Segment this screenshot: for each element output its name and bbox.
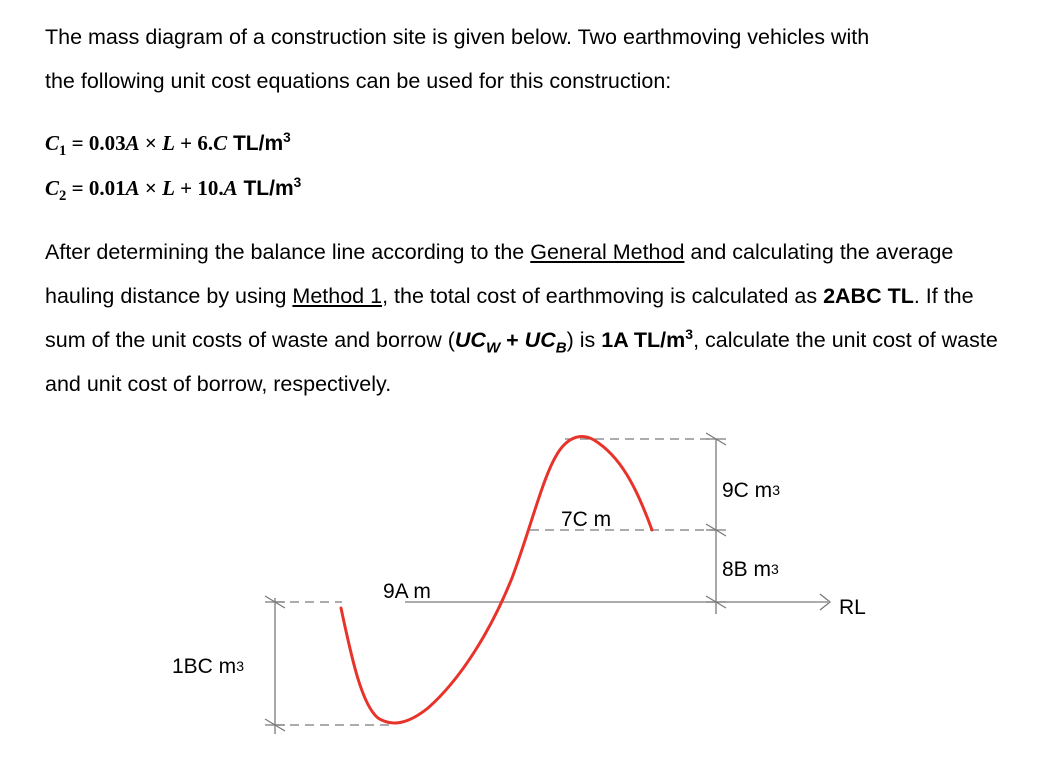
eq2-times: × (139, 176, 163, 200)
intro-line-2: the following unit cost equations can be used for this construction: (45, 69, 672, 93)
eq1-var: C (45, 131, 60, 155)
eq2-sub: 2 (59, 188, 67, 205)
eq1-last: C (213, 131, 228, 155)
label-9c-m3: 9C m3 (722, 479, 780, 502)
eq2-a: A (125, 176, 140, 200)
eq2-l: L (162, 176, 175, 200)
unit-cost-sum-value: 1A $TL/m^3$ (601, 325, 694, 352)
eq1-coef: = 0.03 (66, 131, 126, 155)
label-1bc-m3: 1BC m3 (172, 655, 244, 678)
total-cost-value: 2ABC TL (823, 284, 914, 308)
label-7c-m: 7C m (561, 508, 612, 531)
eq1-l: L (162, 131, 175, 155)
label-9a-m: 9A m (383, 580, 431, 603)
label-rl: RL (839, 596, 866, 619)
eq1-unit: $TL/m^3$ (227, 130, 291, 155)
eq1-sub: 1 (59, 143, 67, 160)
eq2-var: C (45, 176, 60, 200)
eq1-times: × (139, 131, 163, 155)
eq1-plus: + 6. (174, 131, 214, 155)
eq2-last: A (223, 176, 238, 200)
eq2-coef: = 0.01 (66, 176, 126, 200)
eq2-plus: + 10. (174, 176, 224, 200)
intro-line-1: The mass diagram of a construction site is given below. Two earthmoving vehicles with (45, 25, 870, 49)
question-text: After determining the balance line according to the General Method and calculating the average hauling distance by using Method 1, the total cost of earthmoving is calculated as 2ABC TL. If the sum of the unit costs of waste and borrow $(UC_W + UC_B)$ is 1A $TL/m^3$, calculate the unit cost of waste and unit cost of borrow, respectively. (45, 240, 998, 396)
label-8b-m3: 8B m3 (722, 558, 779, 581)
general-method-link: General Method (530, 240, 685, 264)
eq1-a: A (125, 131, 140, 155)
eq2-unit: $TL/m^3$ (237, 175, 302, 200)
method-1-link: Method 1 (292, 284, 383, 308)
